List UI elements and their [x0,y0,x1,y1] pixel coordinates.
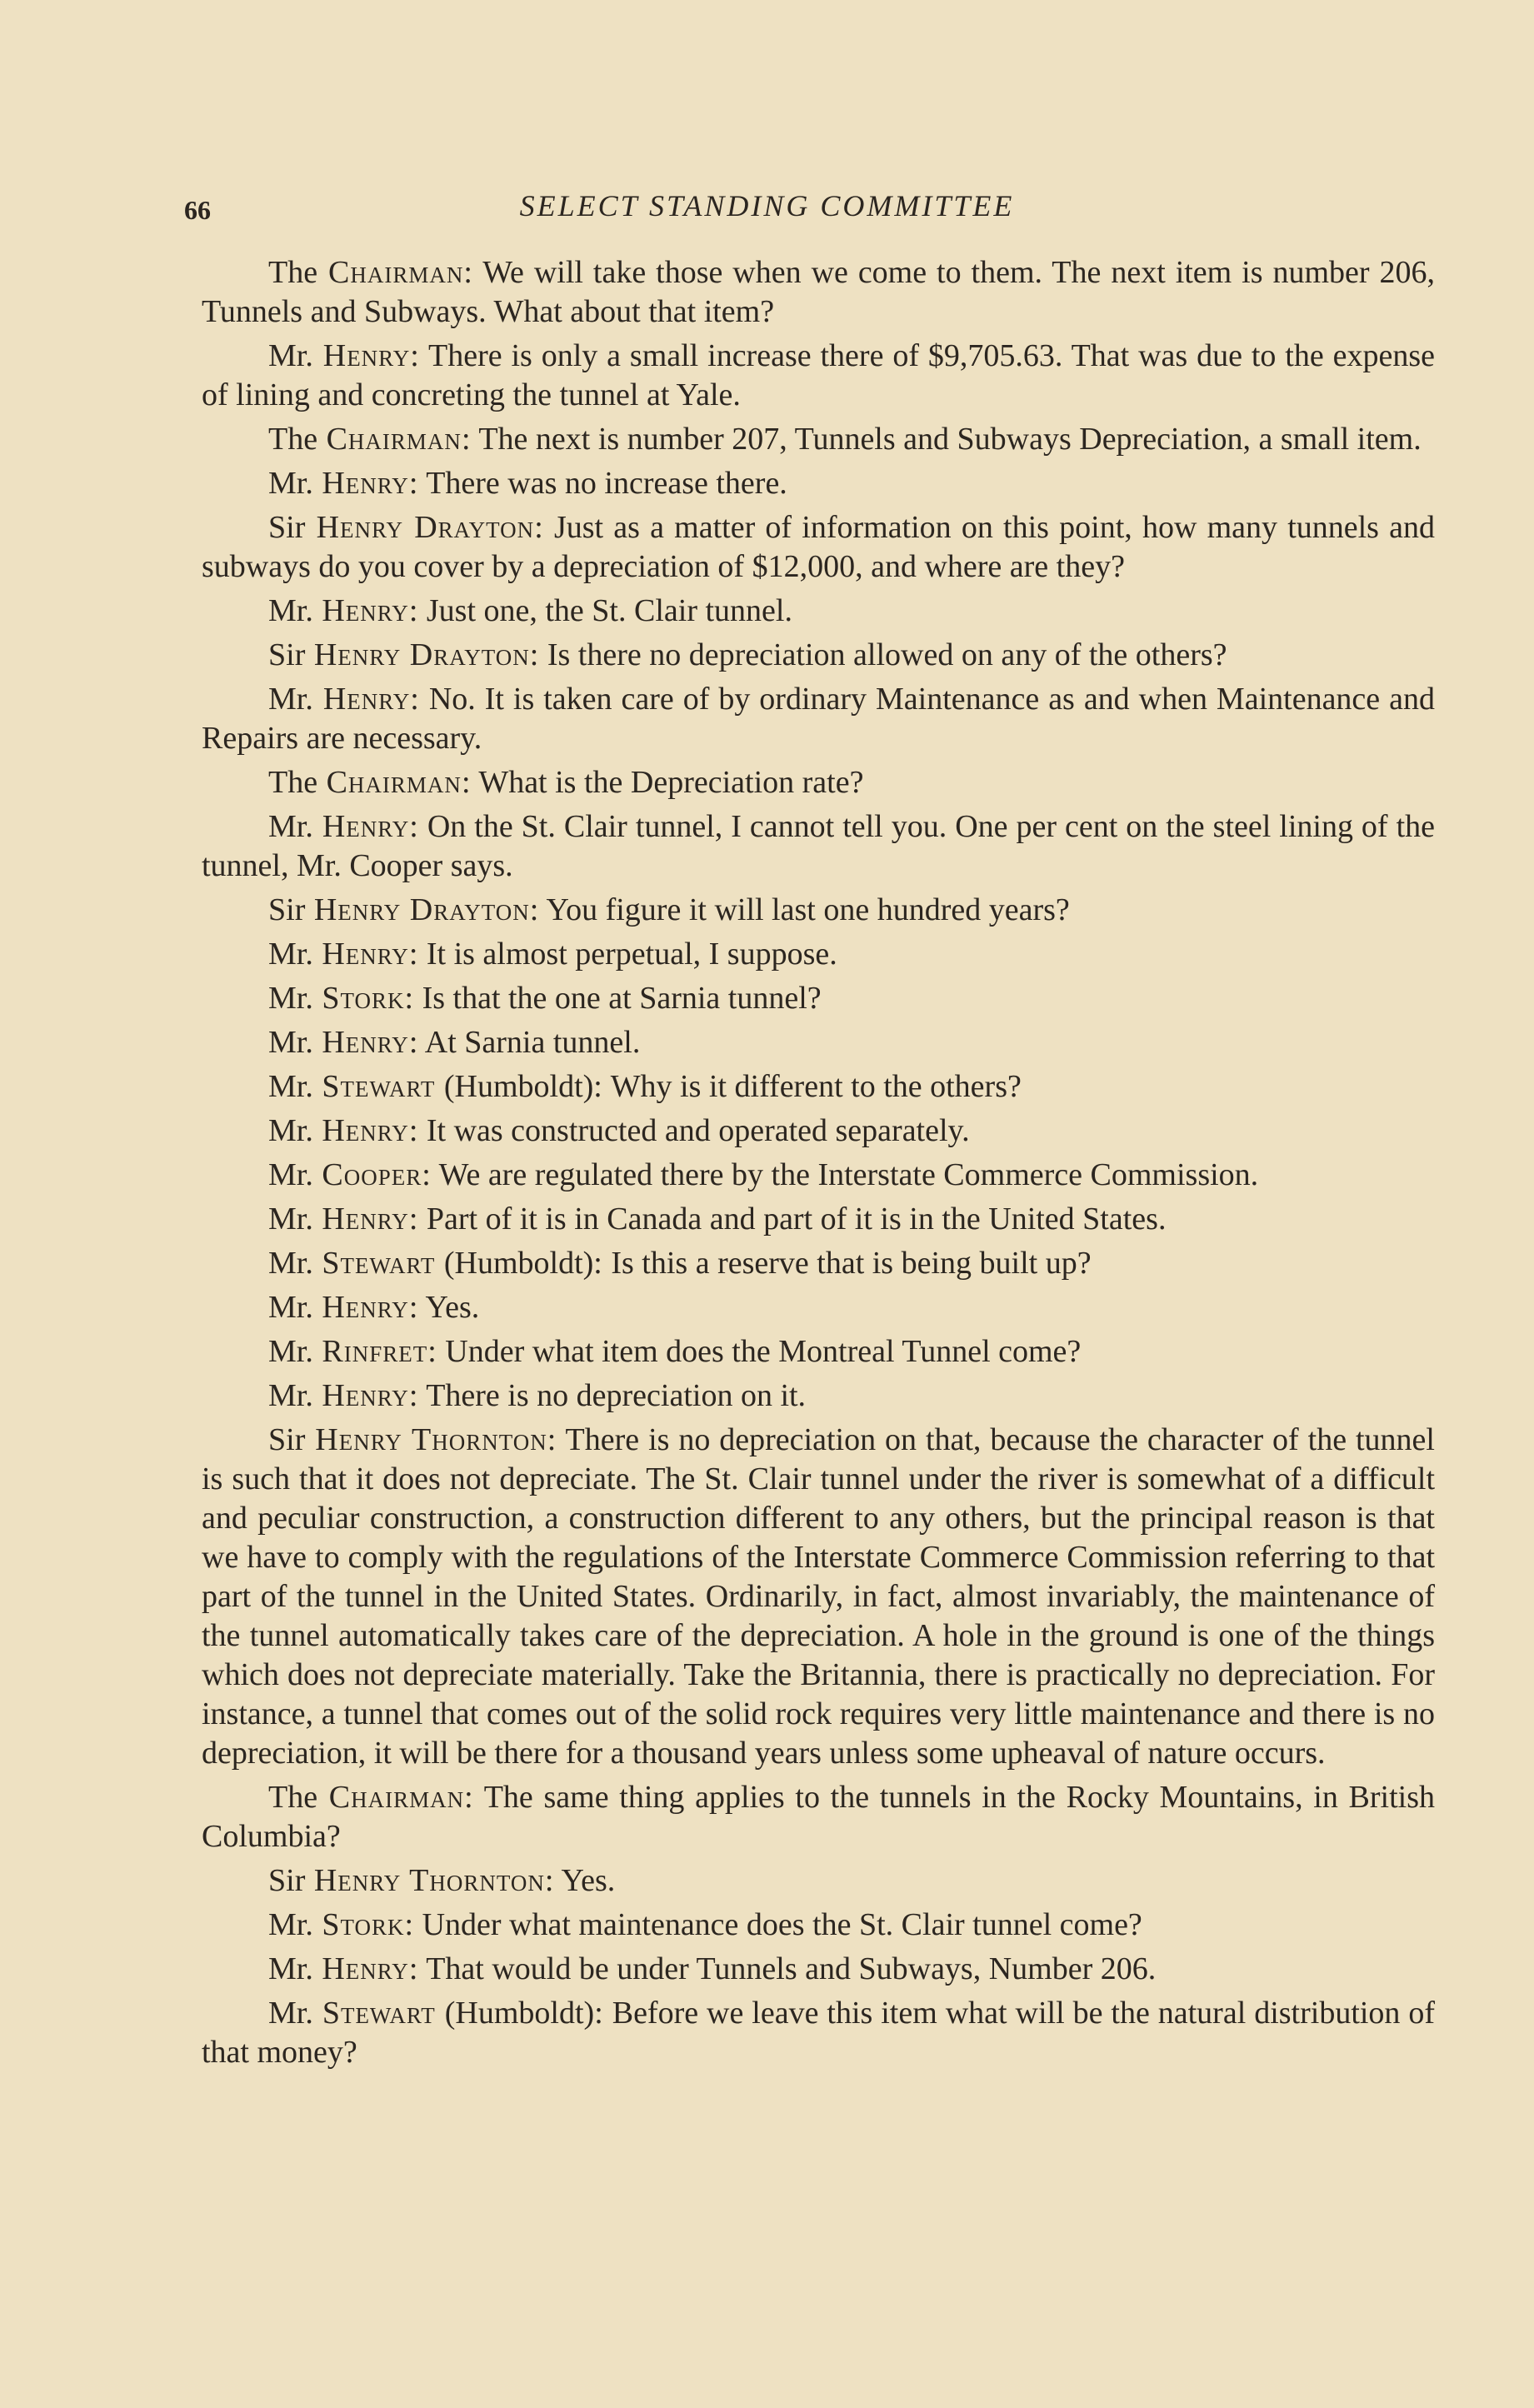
speech-text: Yes. [425,1290,480,1325]
speaker-colon: : [408,1378,419,1413]
speaker-title: Mr. [268,1290,313,1325]
speech-paragraph [202,680,1435,758]
speaker-title: Mr. [268,466,313,501]
speech-text: We will take those when we come to them. The next item is number 206, Tunnels and Subways. What about that item? [202,255,1435,329]
speaker-title: Mr. [268,1951,313,1986]
speech-paragraph [202,1994,1435,2072]
speech-paragraph [202,1950,1435,1989]
speaker-name: Stewart [322,1069,436,1104]
speaker [268,1780,474,1815]
speech-text: At Sarnia tunnel. [424,1025,641,1060]
speaker-title: The [268,1780,318,1815]
speech-paragraph [202,1200,1435,1239]
speaker-title: Sir [268,1422,306,1457]
speaker-colon: : [408,1202,419,1236]
speech-text: Why is it different to the others? [610,1069,1022,1104]
speaker-colon: : [408,593,419,628]
speech-text: Yes. [561,1863,616,1898]
speaker [268,1290,418,1325]
speaker [268,809,419,844]
speaker-title: The [268,765,318,800]
speech-paragraph [202,1332,1435,1371]
speaker [268,593,418,628]
speaker-name: Henry [322,1113,409,1148]
speaker-name: Henry [322,593,409,628]
speaker-name: Stewart [322,1996,436,2031]
speech-paragraph [202,1376,1435,1416]
speaker [268,892,539,927]
speaker-title: Mr. [268,1378,313,1413]
speaker-colon: : [409,809,419,844]
speech-paragraph [202,979,1435,1018]
speech-text: Just one, the St. Clair tunnel. [426,593,792,628]
speech-text: Before we leave this item what will be the natural distribution of that money? [202,1996,1436,2070]
speech-text: It is almost perpetual, I suppose. [426,937,837,972]
speaker-title: Mr. [268,1907,313,1942]
speech-paragraph [202,253,1435,332]
speech-paragraph [202,592,1435,631]
speaker-name: Stork [322,1907,405,1942]
speech-text: We are regulated there by the Interstate Commerce Commission. [438,1157,1259,1192]
speaker-colon: : [410,338,420,373]
speech-text: Under what maintenance does the St. Clair tunnel come? [422,1907,1142,1942]
speaker-colon: : [408,1025,419,1060]
speech-paragraph [202,807,1435,886]
speaker-name: Henry [322,1951,409,1986]
speaker [268,1907,414,1942]
speech-text: That would be under Tunnels and Subways, Number 206. [426,1951,1157,1986]
speaker [268,1422,557,1457]
speaker-title: Mr. [268,1996,313,2031]
speech-paragraph [202,891,1435,930]
speech-text: On the St. Clair tunnel, I cannot tell you. One per cent on the steel lining of the tunnel, Mr. Cooper says. [202,809,1435,883]
speaker-title: Sir [268,510,306,545]
speech-paragraph [202,1112,1435,1151]
speaker-title: Mr. [268,682,313,717]
speaker-title: Mr. [268,1334,313,1369]
speech-paragraph [202,1023,1435,1062]
speaker-title: The [268,422,318,457]
speaker [268,682,420,717]
speaker-colon: : [594,1996,604,2031]
speech-text: Just as a matter of information on this point, how many tunnels and subways do you cover by a depreciation of $12,000, and where are they? [202,510,1436,584]
speech-text: There is no depreciation on that, because the character of the tunnel is such that it does not depreciate. The St. Clair tunnel under the river is somewhat of a difficult and peculiar construction, a construction different to any others, but the principal reason is that we have to comply with the regulations of the Interstate Commerce Commission referring to that part of the tunnel in the United States. Ordinarily, in fact, almost invariably, the maintenance of the tunnel automatically takes care of the depreciation. A hole in the ground is one of the things which does not depreciate materially. Take the Britannia, there is practically no depreciation. For instance, a tunnel that comes out of the solid rock requires very little maintenance and there is no depreciation, it will be there for a thousand years unless some upheaval of nature occurs. [202,1422,1435,1771]
speaker-name: Rinfret [322,1334,428,1369]
speaker [268,1113,418,1148]
speaker [268,1069,603,1104]
speaker [268,338,420,373]
speaker-colon: : [408,466,419,501]
speaker-colon: : [593,1069,603,1104]
speaker-title: Mr. [268,1246,313,1281]
speaker-colon: : [404,981,415,1016]
speech-text: The next is number 207, Tunnels and Subways Depreciation, a small item. [478,422,1422,457]
speaker [268,1246,603,1281]
speech-paragraph [202,1861,1435,1901]
speaker-name: Henry Drayton [316,510,535,545]
speech-text: There is no depreciation on it. [426,1378,807,1413]
speaker-title: Sir [268,637,306,672]
speech-text: What is the Depreciation rate? [478,765,864,800]
speaker [268,637,539,672]
speaker [268,765,472,800]
speaker-colon: : [544,1863,555,1898]
speaker-colon: : [461,765,472,800]
speaker-colon: : [547,1422,557,1457]
speaker-name: Henry [322,682,411,717]
speaker-colon: : [408,937,419,972]
speaker [268,466,418,501]
speaker-colon: : [529,892,540,927]
speaker-title: Sir [268,892,306,927]
speech-paragraph [202,763,1435,802]
speaker-name: Henry Thornton [315,1422,547,1457]
speech-text: Is that the one at Sarnia tunnel? [422,981,822,1016]
speaker [268,422,472,457]
speaker-title: Mr. [268,1113,313,1148]
speech-text: Part of it is in Canada and part of it is in the United States. [426,1202,1167,1236]
speaker-name: Stork [322,981,405,1016]
speaker-title: Mr. [268,1025,313,1060]
speech-paragraph [202,1244,1435,1283]
speech-text: There is only a small increase there of $9,705.63. That was due to the expense of lining and concreting the tunnel at Yale. [202,338,1435,412]
speaker-name: Henry [322,937,409,972]
speaker-name: Henry [322,338,411,373]
speech-text: No. It is taken care of by ordinary Maintenance as and when Maintenance and Repairs are necessary. [202,682,1435,756]
speaker-title: Mr. [268,1069,313,1104]
speech-paragraph [202,508,1435,587]
speaker-name: Chairman [326,422,462,457]
speaker-title: Mr. [268,1202,313,1236]
transcript-body [202,253,1435,2077]
speaker-name: Chairman [328,255,464,290]
speaker [268,1202,418,1236]
speaker-colon: : [464,1780,474,1815]
speech-paragraph [202,464,1435,503]
speaker-title: Mr. [268,338,313,373]
speaker-colon: : [408,1113,419,1148]
speaker-colon: : [427,1334,437,1369]
speech-text: Under what item does the Montreal Tunnel come? [445,1334,1082,1369]
speaker-colon: : [593,1246,603,1281]
speaker-title: Mr. [268,809,313,844]
speech-paragraph [202,636,1435,675]
speaker-name: Cooper [322,1157,422,1192]
speaker-colon: : [461,422,472,457]
speaker-name: Henry [322,1378,409,1413]
running-head: SELECT STANDING COMMITTEE [519,189,1015,222]
speech-paragraph [202,1067,1435,1107]
speaker-name: Chairman [326,765,462,800]
speech-text: Is there no depreciation allowed on any of the others? [547,637,1227,672]
speech-paragraph [202,1906,1435,1945]
speaker-title: Mr. [268,981,313,1016]
speaker [268,1025,418,1060]
speech-paragraph [202,420,1435,459]
speaker-name: Henry [322,809,410,844]
speaker-colon: : [422,1157,432,1192]
speaker-title: Mr. [268,937,313,972]
speaker-name: Henry [322,1202,409,1236]
speaker-colon: : [404,1907,415,1942]
speaker-name: Henry Drayton [313,892,530,927]
speech-paragraph [202,1421,1435,1773]
speaker [268,1951,418,1986]
speech-text: The same thing applies to the tunnels in the Rocky Mountains, in British Columbia? [202,1780,1435,1854]
speaker-riding: (Humboldt) [443,1246,594,1281]
speaker-colon: : [408,1290,419,1325]
speech-text: There was no increase there. [426,466,787,501]
speaker-title: Mr. [268,593,313,628]
speech-paragraph [202,1156,1435,1195]
speaker [268,981,414,1016]
speaker-name: Henry [322,466,409,501]
speaker [268,510,544,545]
speech-paragraph [202,1288,1435,1327]
speaker [268,1378,418,1413]
speaker [268,1157,432,1192]
speaker-title: Mr. [268,1157,313,1192]
speech-text: You figure it will last one hundred years? [546,892,1070,927]
speaker-name: Stewart [322,1246,436,1281]
speaker-colon: : [463,255,473,290]
speech-paragraph [202,1778,1435,1856]
speaker-riding: (Humboldt) [444,1996,595,2031]
speaker [268,255,473,290]
speech-paragraph [202,935,1435,974]
speaker-colon: : [408,1951,419,1986]
speaker-colon: : [529,637,540,672]
speaker [268,937,418,972]
speaker-name: Henry Thornton [313,1863,545,1898]
speaker-title: Sir [268,1863,306,1898]
speaker-riding: (Humboldt) [443,1069,594,1104]
page-number: 66 [184,195,211,225]
speaker-title: The [268,255,318,290]
speaker-colon: : [534,510,544,545]
speech-text: It was constructed and operated separately. [426,1113,970,1148]
speech-paragraph [202,337,1435,415]
speaker-name: Henry [322,1025,409,1060]
speaker-name: Henry [322,1290,409,1325]
speaker [268,1996,604,2031]
speaker-name: Henry Drayton [313,637,530,672]
speech-text: Is this a reserve that is being built up? [611,1246,1092,1281]
speaker [268,1334,437,1369]
speaker-colon: : [410,682,420,717]
speaker [268,1863,554,1898]
speaker-name: Chairman [328,1780,465,1815]
